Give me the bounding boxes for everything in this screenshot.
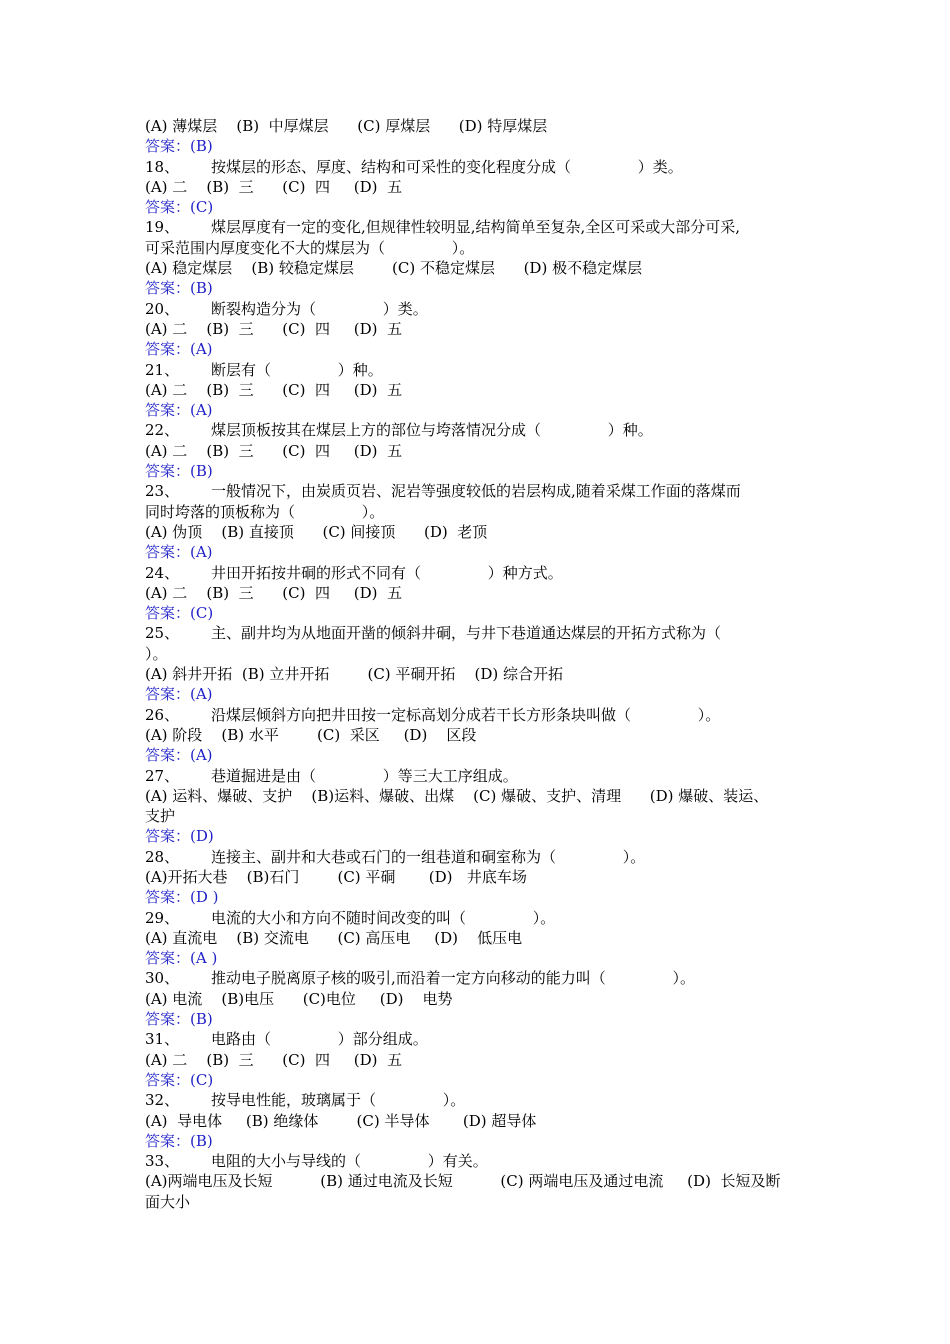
answer-line: 答案：(D) [145,827,214,846]
question-line [145,217,815,237]
question-text: 断裂构造分为（ ）类。 [211,299,428,318]
options-line: (A) 二 (B) 三 (C) 四 (D) 五 [145,1050,403,1069]
options-line: (A) 稳定煤层 (B) 较稳定煤层 (C) 不稳定煤层 (D) 极不稳定煤层 [145,259,643,278]
question-line [145,766,815,786]
options-continuation: 面大小 [145,1192,191,1211]
options-line: (A) 伪顶 (B) 直接顶 (C) 间接顶 (D) 老顶 [145,522,488,541]
options-line: (A) 薄煤层 (B) 中厚煤层 (C) 厚煤层 (D) 特厚煤层 [145,117,548,135]
question-number: 31、 [145,1030,180,1049]
options-line: (A) 二 (B) 三 (C) 四 (D) 五 [145,380,403,399]
question-number: 33、 [145,1152,180,1171]
question-text: 电阻的大小与导线的（ ）有关。 [211,1152,488,1171]
options-line: (A) 直流电 (B) 交流电 (C) 高压电 (D) 低压电 [145,928,523,947]
options-line: (A) 导电体 (B) 绝缘体 (C) 半导体 (D) 超导体 [145,1111,537,1130]
question-line [145,968,815,988]
question-line [145,1090,815,1110]
answer-line: 答案：(B) [145,279,213,298]
question-number: 30、 [145,969,180,988]
question-line [145,1151,815,1171]
question-text: 按导电性能，玻璃属于（ ）。 [211,1091,466,1110]
question-line [145,847,815,867]
options-continuation: 支护 [145,807,176,826]
question-text: 沿煤层倾斜方向把井田按一定标高划分成若干长方形条块叫做（ ）。 [211,705,721,724]
question-line [145,360,815,380]
question-number: 20、 [145,299,180,318]
question-number: 26、 [145,705,180,724]
answer-line: 答案：(D ) [145,888,219,907]
question-continuation: 可采范围内厚度变化不大的煤层为（ ）。 [145,238,475,257]
question-text: 连接主、副井和大巷或石门的一组巷道和硐室称为（ ）。 [211,847,646,866]
options-line: (A) 斜井开拓 (B) 立井开拓 (C) 平硐开拓 (D) 综合开拓 [145,665,564,684]
question-number: 28、 [145,847,180,866]
question-number: 24、 [145,563,180,582]
question-text: 煤层厚度有一定的变化,但规律性较明显,结构简单至复杂,全区可采或大部分可采, [211,218,741,237]
question-text: 按煤层的形态、厚度、结构和可采性的变化程度分成（ ）类。 [211,157,683,176]
options-line: (A)两端电压及长短 (B) 通过电流及长短 (C) 两端电压及通过电流 (D) 长短及断 [145,1172,781,1191]
options-line: (A) 二 (B) 三 (C) 四 (D) 五 [145,177,403,196]
question-text: 断层有（ ）种。 [211,360,383,379]
answer-line: 答案：(A) [145,543,213,562]
question-text: 煤层顶板按其在煤层上方的部位与垮落情况分成（ ）种。 [211,421,653,440]
question-text: 推动电子脱离原子核的吸引,而沿着一定方向移动的能力叫（ ）。 [211,969,696,988]
question-text: 井田开拓按井硐的形式不同有（ ）种方式。 [211,563,563,582]
options-line: (A) 运料、爆破、支护 (B)运料、爆破、出煤 (C) 爆破、支护、清理 (D) 爆破、装运、 [145,786,769,805]
question-number: 18、 [145,157,180,176]
question-line [145,299,815,319]
options-line: (A) 二 (B) 三 (C) 四 (D) 五 [145,583,403,602]
answer-line: 答案：(A ) [145,949,218,968]
question-line [145,157,815,177]
question-line [145,908,815,928]
question-number: 25、 [145,624,180,643]
options-line: (A) 电流 (B)电压 (C)电位 (D) 电势 [145,989,453,1008]
answer-line: 答案：(C) [145,1070,214,1089]
question-line [145,1029,815,1049]
question-continuation: ）。 [145,644,168,663]
question-continuation: 同时垮落的顶板称为（ ）。 [145,502,385,521]
answer-line: 答案：(A) [145,685,213,704]
question-line [145,563,815,583]
question-line [145,705,815,725]
answer-line: 答案：(B) [145,1010,213,1029]
question-line [145,623,815,643]
answer-line: 答案：(B) [145,462,213,481]
question-line [145,481,815,501]
question-text: 电流的大小和方向不随时间改变的叫（ ）。 [211,908,556,927]
question-text: 巷道掘进是由（ ）等三大工序组成。 [211,766,518,785]
options-line: (A)开拓大巷 (B)石门 (C) 平硐 (D) 井底车场 [145,867,527,886]
answer-line: 答案：(B) [145,137,213,156]
answer-line: 答案：(A) [145,401,213,420]
question-number: 21、 [145,360,180,379]
question-number: 29、 [145,908,180,927]
question-number: 19、 [145,218,180,237]
question-text: 一般情况下，由炭质页岩、泥岩等强度较低的岩层构成,随着采煤工作面的落煤而 [211,482,741,501]
question-text: 主、副井均为从地面开凿的倾斜井硐，与井下巷道通达煤层的开拓方式称为（ [211,624,722,643]
answer-line: 答案：(A) [145,746,213,765]
answer-line: 答案：(C) [145,198,214,217]
question-line [145,420,815,440]
question-text: 电路由（ ）部分组成。 [211,1030,428,1049]
question-number: 22、 [145,421,180,440]
options-line: (A) 阶段 (B) 水平 (C) 采区 (D) 区段 [145,725,477,744]
question-number: 32、 [145,1091,180,1110]
options-line: (A) 二 (B) 三 (C) 四 (D) 五 [145,441,403,460]
options-line: (A) 二 (B) 三 (C) 四 (D) 五 [145,319,403,338]
answer-line: 答案：(A) [145,340,213,359]
answer-line: 答案：(B) [145,1131,213,1150]
answer-line: 答案：(C) [145,604,214,623]
question-number: 27、 [145,766,180,785]
question-number: 23、 [145,482,180,501]
document-page [145,116,815,1212]
